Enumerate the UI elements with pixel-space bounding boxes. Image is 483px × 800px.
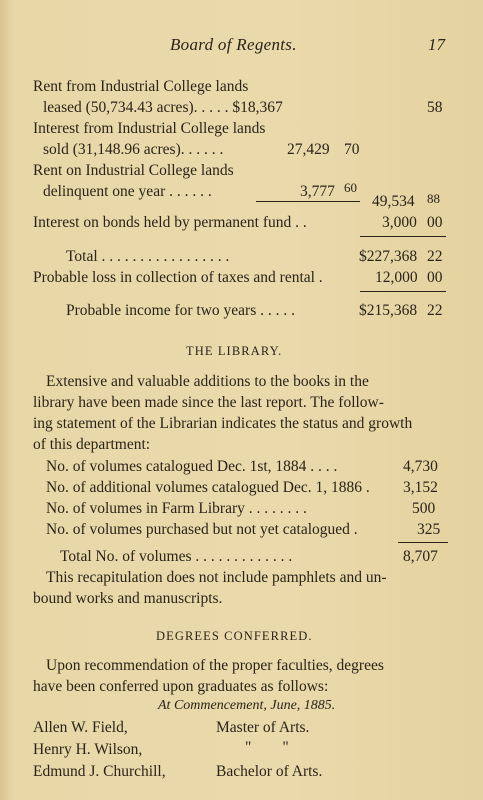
library-item-label: No. of volumes purchased but not yet catalogued .	[46, 521, 358, 538]
graduate-name: Edmund J. Churchill,	[33, 763, 166, 780]
library-total-label: Total No. of volumes . . . . . . . . . . . . .	[60, 548, 293, 565]
library-item-label: No. of volumes in Farm Library . . . . . . . .	[46, 500, 307, 517]
degrees-subheading: At Commencement, June, 1885.	[158, 698, 336, 713]
finance-line: Total . . . . . . . . . . . . . . . . .	[66, 248, 230, 265]
finance-amount: 12,000	[375, 269, 418, 286]
finance-amount: $215,368	[359, 302, 418, 319]
paragraph-line: have been conferred upon graduates as follows:	[33, 678, 329, 695]
finance-line: Probable income for two years . . . . .	[66, 302, 295, 319]
library-total-value: 8,707	[403, 548, 438, 565]
finance-line: sold (31,148.96 acres). . . . . .	[43, 141, 224, 158]
library-item-value: 500	[412, 500, 436, 517]
finance-cents: 00	[427, 269, 443, 286]
paragraph-line: Extensive and valuable additions to the books in the	[46, 373, 369, 390]
finance-cents: 22	[427, 248, 443, 265]
paragraph-line: library have been made since the last report. The follow-	[33, 394, 384, 411]
running-title: Board of Regents.	[170, 35, 297, 54]
graduate-name: Allen W. Field,	[33, 719, 128, 736]
finance-line: Probable loss in collection of taxes and rental .	[33, 269, 323, 286]
paragraph-line: This recapitulation does not include pamphlets and un-	[46, 569, 387, 586]
paragraph-line: ing statement of the Librarian indicates the status and growth	[33, 415, 413, 432]
finance-amount: 3,000	[382, 214, 417, 231]
graduate-degree: Master of Arts.	[216, 719, 310, 736]
library-item-label: No. of volumes catalogued Dec. 1st, 1884 . . . .	[46, 458, 338, 475]
library-item-value: 325	[417, 521, 441, 538]
finance-cents: 70	[344, 141, 360, 158]
finance-line: Rent on Industrial College lands	[33, 162, 234, 179]
finance-cents: 22	[427, 302, 443, 319]
finance-amount: 3,777	[300, 183, 335, 200]
finance-cents: 00	[427, 214, 443, 231]
library-item-value: 3,152	[403, 479, 438, 496]
finance-line: leased (50,734.43 acres). . . . . $18,367	[43, 99, 283, 116]
paragraph-line: bound works and manuscripts.	[33, 590, 223, 607]
graduate-name: Henry H. Wilson,	[33, 741, 143, 758]
finance-amount: 27,429	[287, 141, 330, 158]
net-rule	[360, 291, 446, 292]
page-number: 17	[428, 35, 445, 54]
paragraph-line: of this department:	[33, 436, 151, 453]
finance-amount: 49,534	[372, 193, 415, 210]
paragraph-line: Upon recommendation of the proper faculties, degrees	[46, 657, 384, 674]
section-heading-degrees: DEGREES CONFERRED.	[156, 629, 313, 643]
library-total-rule	[398, 542, 448, 543]
finance-line: Interest from Industrial College lands	[33, 120, 266, 137]
graduate-degree: Bachelor of Arts.	[216, 763, 323, 780]
finance-cents: 60	[344, 180, 357, 195]
finance-amount: $227,368	[359, 248, 418, 265]
finance-line: Interest on bonds held by permanent fund . .	[33, 214, 307, 231]
finance-line: delinquent one year . . . . . .	[43, 183, 212, 200]
total-rule	[360, 236, 446, 237]
subtotal-rule	[256, 201, 360, 202]
library-item-value: 4,730	[403, 458, 438, 475]
finance-cents: 58	[427, 99, 443, 116]
library-item-label: No. of additional volumes catalogued Dec. 1, 1886 .	[46, 479, 370, 496]
section-heading-library: THE LIBRARY.	[186, 344, 283, 358]
finance-cents: 88	[427, 191, 440, 206]
finance-line: Rent from Industrial College lands	[33, 78, 249, 95]
graduate-degree: " "	[245, 739, 289, 756]
